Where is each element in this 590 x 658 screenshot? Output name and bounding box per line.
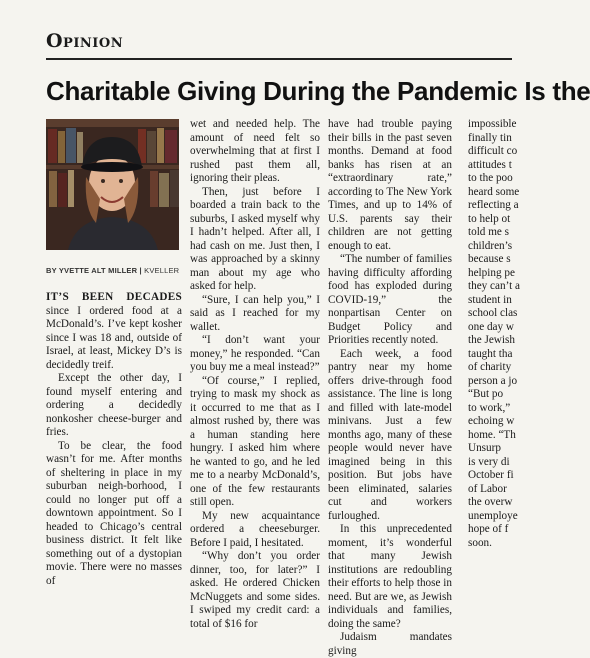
column-line: taught tha — [468, 347, 513, 360]
column-line: children’s — [468, 239, 513, 252]
paragraph: My new acquaintance ordered a cheeseburger. Before I paid, I hesitated. — [190, 509, 320, 549]
paragraph: have had trouble paying their bills in the past seven months. Demand at food banks has risen at an “extraordinary rate,” according to The New York Times, and up to 14% of U.S. parents say their children are not getting enough to eat. — [328, 118, 452, 252]
byline-source: KVELLER — [144, 266, 180, 275]
column-line: impossible — [468, 118, 517, 130]
article-column-1 — [46, 291, 182, 587]
paragraph: Then, just before I boarded a train back to the suburbs, I asked myself why I hadn’t helped. After all, I had cash on me. Just then, I was approached by a skinny man about my age who asked for help. — [190, 185, 320, 292]
column-line: the overw — [468, 496, 513, 508]
paragraph: “Of course,” I replied, trying to mask my shock as it occurred to me that as I almost rushed by, there was a human standing here hungry. I asked him where he wanted to go, and he led me to a nearby McDonald’s, one of the few restaurants still open. — [190, 374, 320, 508]
column-line: hope of f — [468, 523, 509, 535]
column-line: October fi — [468, 469, 514, 481]
column-line: the Jewish — [468, 334, 515, 346]
author-photo — [46, 119, 179, 250]
column-line: home. “Th — [468, 428, 516, 441]
column-line: difficult co — [468, 145, 518, 157]
section-label: Opinion — [46, 30, 124, 52]
paragraph: “I don’t want your money,” he responded. “Can you buy me a meal instead?” — [190, 334, 320, 373]
column-line: “But po — [468, 388, 504, 400]
paragraph: Except the other day, I found myself entering and ordering a decidedly nonkosher cheese-burger and fries. — [46, 372, 182, 438]
column-line: soon. — [468, 536, 492, 549]
column-line: is very di — [468, 455, 510, 468]
column-line: student in — [468, 293, 512, 306]
section-rule — [46, 58, 512, 60]
author-photo-illustration — [46, 119, 179, 250]
column-line: reflecting a — [468, 199, 519, 211]
paragraph: Judaism mandates giving — [328, 631, 452, 657]
paragraph: wet and needed help. The amount of need felt so overwhelming that at first I rushed past them all, ignoring their pleas. — [190, 118, 320, 184]
column-line: attitudes t — [468, 158, 512, 171]
column-line: to work,” — [468, 401, 511, 414]
column-line: Unsurp — [468, 442, 501, 454]
column-line: because s — [468, 253, 511, 265]
column-line: finally tin — [468, 131, 512, 144]
column-line: to the poo — [468, 172, 513, 184]
column-line: helping pe — [468, 266, 515, 279]
paragraph: “Why don’t you order dinner, too, for later?” I asked. He ordered Chicken McNuggets and some sides. I swiped my credit card: a total of $16 for — [190, 550, 320, 630]
byline — [46, 266, 179, 275]
column-line: school clas — [468, 307, 518, 319]
article-column-2 — [190, 118, 320, 630]
article-column-4-cropped — [468, 118, 528, 549]
headline: Charitable Giving During the Pandemic Is the — [46, 76, 590, 106]
column-line: one day w — [468, 320, 514, 333]
column-line: echoing w — [468, 415, 515, 427]
column-line: heard some — [468, 185, 520, 198]
paragraph: “The number of families having difficulty affording food has exploded during COVID-19,” the nonpartisan Center on Budget Policy and Priorities recently noted. — [328, 253, 452, 346]
column-line: they can’t a — [468, 280, 520, 292]
byline-author: BY YVETTE ALT MILLER — [46, 266, 138, 275]
column-line: told me s — [468, 226, 510, 238]
paragraph: “Sure, I can help you,” I said as I reached for my wallet. — [190, 293, 320, 333]
column-line: to help ot — [468, 212, 511, 225]
article-column-3 — [328, 118, 452, 657]
lead-in: IT’S BEEN DECADES — [46, 291, 182, 303]
paragraph — [46, 291, 182, 372]
column-line: of Labor — [468, 482, 507, 495]
paragraph: To be clear, the food wasn’t for me. After months of sheltering in place in my suburban neigh-borhood, I could no longer put off a downtown appointment. So I headed to Chicago’s central business district. It felt like something out of a dystopian movie. There were no masses of — [46, 439, 182, 587]
paragraph: In this unprecedented moment, it’s wonderful that many Jewish institutions are redoubling their efforts to help those in need. But are we, as Jewish individuals and families, doing the same? — [328, 523, 452, 630]
column-line: of charity — [468, 361, 512, 373]
paragraph: Each week, a food pantry near my home offers drive-through food assistance. The line is long and filled with late-model minivans. Just a few months ago, many of these people would never have imagined being in this position. But jobs have been eliminated, salaries cut and workers furloughed. — [328, 347, 452, 522]
column-line: unemploye — [468, 509, 518, 522]
byline-separator: | — [139, 266, 145, 275]
column-line: person a jo — [468, 374, 518, 387]
paragraph-text: since I ordered food at a McDonald’s. I’ve kept kosher since I was 18 and, outside of Israel, at least, Mickey D’s is decidedly treif. — [46, 304, 182, 371]
